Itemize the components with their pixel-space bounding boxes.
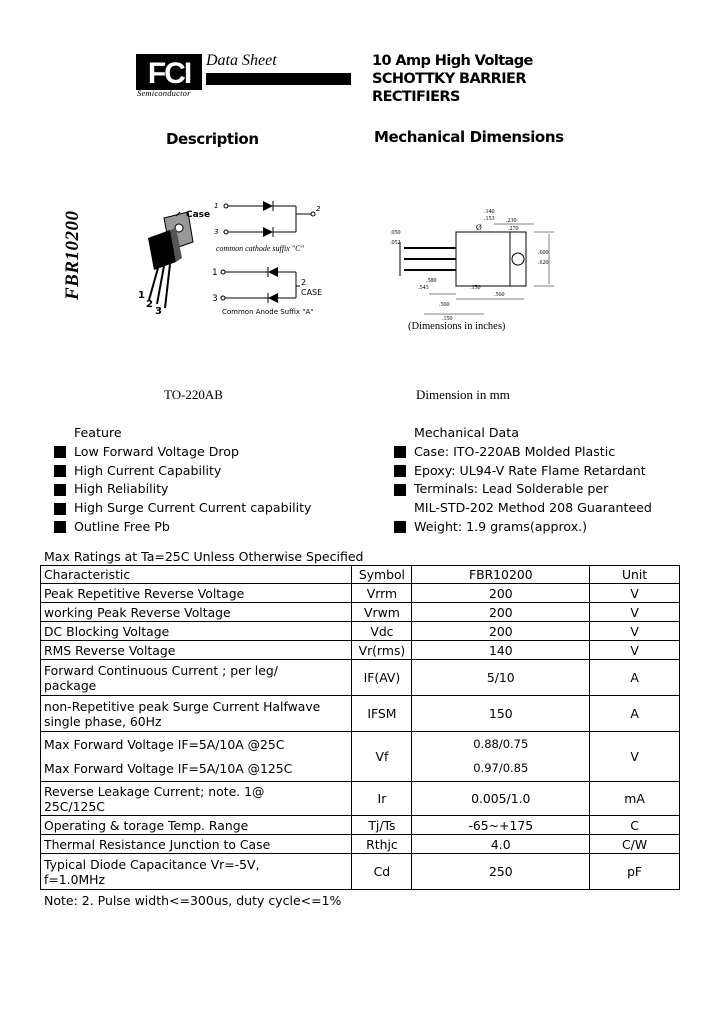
table-header-row xyxy=(41,566,680,584)
cell-sym: IFSM xyxy=(352,696,412,732)
table-row xyxy=(41,622,680,641)
cell-char-line: Forward Continuous Current ; per leg/ xyxy=(44,662,278,678)
cell-char xyxy=(41,854,352,890)
cell-val: 5/10 xyxy=(412,660,590,696)
cell-val: 150 xyxy=(412,696,590,732)
cell-char: RMS Reverse Voltage xyxy=(41,641,352,660)
cell-val: 250 xyxy=(412,854,590,890)
mechanical-continuation: MIL-STD-202 Method 208 Guaranteed xyxy=(414,500,652,516)
logo-subtext: Semiconductor xyxy=(137,88,191,98)
pin-label-1: 1 xyxy=(138,290,145,301)
table-row xyxy=(41,854,680,890)
ca-pin-2: 2 xyxy=(301,278,307,287)
table-row xyxy=(41,584,680,603)
cell-sym: Vr(rms) xyxy=(352,641,412,660)
title-line-1: 10 Amp High Voltage xyxy=(372,53,533,69)
cell-unit: V xyxy=(590,603,680,622)
cell-sym: Vdc xyxy=(352,622,412,641)
cell-char xyxy=(41,732,352,782)
package-illustration xyxy=(136,204,211,317)
pin-label-2: 2 xyxy=(146,299,153,310)
cell-val: 4.0 xyxy=(412,835,590,854)
cell-unit: pF xyxy=(590,854,680,890)
cell-char-line: Max Forward Voltage IF=5A/10A @25C xyxy=(44,737,285,752)
fci-logo xyxy=(136,54,202,90)
cell-unit: C xyxy=(590,816,680,835)
dim-1: .140 xyxy=(484,209,495,215)
feature-item xyxy=(54,480,311,499)
title-line-3: RECTIFIERS xyxy=(372,89,460,105)
cell-val: -65~+175 xyxy=(412,816,590,835)
bullet-icon xyxy=(54,446,66,458)
dim-7: .600 xyxy=(538,250,549,256)
cell-char-line: Max Forward Voltage IF=5A/10A @125C xyxy=(44,761,293,776)
cell-unit: V xyxy=(590,584,680,603)
feature-item xyxy=(54,462,311,481)
mechanical-data-list xyxy=(394,424,652,537)
cell-char xyxy=(41,660,352,696)
mechanical-text: Epoxy: UL94-V Rate Flame Retardant xyxy=(414,462,646,478)
cell-val: 140 xyxy=(412,641,590,660)
mechanical-item xyxy=(394,480,652,499)
case-label: Case xyxy=(186,210,211,220)
dim-10: .543 xyxy=(418,285,429,291)
bullet-icon xyxy=(394,521,406,533)
cell-unit: mA xyxy=(590,782,680,816)
cell-val-line: 0.97/0.85 xyxy=(473,761,529,775)
table-row xyxy=(41,816,680,835)
table-row xyxy=(41,660,680,696)
cell-sym: Ir xyxy=(352,782,412,816)
dim-2: .153 xyxy=(484,216,495,222)
mechanical-item xyxy=(394,443,652,462)
feature-item xyxy=(54,443,311,462)
part-number-vertical: FBR10200 xyxy=(62,210,83,300)
feature-text: High Surge Current Current capability xyxy=(74,500,312,516)
cell-char-line: 25C/125C xyxy=(44,798,105,814)
page-title xyxy=(372,52,533,106)
cell-val: 0.005/1.0 xyxy=(412,782,590,816)
feature-text: High Reliability xyxy=(74,481,169,497)
cell-char-line: non-Repetitive peak Surge Current Halfwave xyxy=(44,698,321,714)
bullet-icon xyxy=(54,503,66,515)
dim-dia: Ø xyxy=(476,223,482,232)
table-row xyxy=(41,641,680,660)
bullet-icon xyxy=(394,446,406,458)
cell-sym: Tj/Ts xyxy=(352,816,412,835)
dim-4: .270 xyxy=(508,226,519,232)
cell-char-line: package xyxy=(44,677,97,693)
cell-char-line: single phase, 60Hz xyxy=(44,713,162,729)
header-characteristic: Characteristic xyxy=(41,566,352,584)
cell-unit: C/W xyxy=(590,835,680,854)
cell-unit: V xyxy=(590,641,680,660)
cell-sym: Vrwm xyxy=(352,603,412,622)
cell-sym: Cd xyxy=(352,854,412,890)
cc-pin-2: 2 xyxy=(316,205,321,213)
ca-pin-3: 3 xyxy=(212,294,218,304)
pin-label-3: 3 xyxy=(155,306,162,317)
mechanical-text: Weight: 1.9 grams(approx.) xyxy=(414,518,588,534)
footnote: Note: 2. Pulse width<=300us, duty cycle<=1% xyxy=(44,893,342,908)
bullet-icon xyxy=(54,521,66,533)
feature-item xyxy=(54,518,311,537)
dim-14: .150 xyxy=(442,316,453,322)
mechanical-heading: Mechanical Dimensions xyxy=(374,128,564,146)
bullet-icon xyxy=(394,484,406,496)
ca-case: CASE xyxy=(301,288,323,297)
ratings-title: Max Ratings at Ta=25C Unless Otherwise Specified xyxy=(44,549,364,564)
header-bar xyxy=(206,73,351,85)
dim-13: .560 xyxy=(439,302,450,308)
cc-pin-3: 3 xyxy=(214,228,219,236)
cell-char: Peak Repetitive Reverse Voltage xyxy=(41,584,352,603)
table-row xyxy=(41,835,680,854)
cell-unit: V xyxy=(590,732,680,782)
dim-3: .230 xyxy=(506,218,517,224)
diode-schematic xyxy=(208,196,358,318)
feature-item xyxy=(54,499,311,518)
description-heading: Description xyxy=(166,130,259,148)
feature-title: Feature xyxy=(74,425,122,440)
cell-val: 200 xyxy=(412,603,590,622)
bullet-icon xyxy=(54,484,66,496)
feature-text: High Current Capability xyxy=(74,462,222,478)
cell-unit: V xyxy=(590,622,680,641)
feature-list xyxy=(54,424,311,537)
dimension-caption: (Dimensions in inches) xyxy=(408,321,506,332)
cell-char: DC Blocking Voltage xyxy=(41,622,352,641)
mechanical-text: Terminals: Lead Solderable per xyxy=(414,481,609,497)
package-caption: TO-220AB xyxy=(164,387,223,402)
feature-text: Low Forward Voltage Drop xyxy=(74,443,239,459)
dim-12: .560 xyxy=(494,292,505,298)
logo-letters: FCI xyxy=(147,57,191,90)
header-symbol: Symbol xyxy=(352,566,412,584)
ratings-table xyxy=(40,565,680,890)
dim-6: .052 xyxy=(390,240,401,246)
cell-char-line: f=1.0MHz xyxy=(44,871,105,887)
cell-char-line: Typical Diode Capacitance Vr=-5V, xyxy=(44,856,260,872)
dim-5: .050 xyxy=(390,230,401,236)
table-row xyxy=(41,696,680,732)
table-row xyxy=(41,782,680,816)
cell-sym: IF(AV) xyxy=(352,660,412,696)
cell-unit: A xyxy=(590,660,680,696)
table-row xyxy=(41,603,680,622)
cell-char xyxy=(41,696,352,732)
unit-caption: Dimension in mm xyxy=(416,387,510,402)
mechanical-item xyxy=(394,518,652,537)
cell-char xyxy=(41,782,352,816)
cathode-caption: common cathode suffix "C" xyxy=(216,244,304,253)
doc-type: Data Sheet xyxy=(206,52,277,69)
cell-char: Thermal Resistance Junction to Case xyxy=(41,835,352,854)
ca-pin-1: 1 xyxy=(212,268,218,278)
cell-char: working Peak Reverse Voltage xyxy=(41,603,352,622)
cell-val xyxy=(412,732,590,782)
dimension-drawing xyxy=(384,204,564,334)
cell-val-line: 0.88/0.75 xyxy=(473,737,529,751)
mechanical-data-title: Mechanical Data xyxy=(414,425,519,440)
cell-unit: A xyxy=(590,696,680,732)
mechanical-item xyxy=(394,462,652,481)
dim-11: .150 xyxy=(470,285,481,291)
bullet-icon xyxy=(54,465,66,477)
cell-val: 200 xyxy=(412,584,590,603)
anode-caption: Common Anode Suffix "A" xyxy=(222,308,314,316)
bullet-icon xyxy=(394,465,406,477)
header-part: FBR10200 xyxy=(412,566,590,584)
cell-char: Operating & torage Temp. Range xyxy=(41,816,352,835)
feature-text: Outline Free Pb xyxy=(74,518,170,534)
cell-sym: Vrrm xyxy=(352,584,412,603)
cell-val: 200 xyxy=(412,622,590,641)
dim-8: .620 xyxy=(538,260,549,266)
header-unit: Unit xyxy=(590,566,680,584)
dim-9: .580 xyxy=(426,278,437,284)
table-row xyxy=(41,732,680,782)
mechanical-text: Case: ITO-220AB Molded Plastic xyxy=(414,443,616,459)
cell-char-line: Reverse Leakage Current; note. 1@ xyxy=(44,783,265,799)
cc-pin-1: 1 xyxy=(214,202,219,210)
cell-sym: Vf xyxy=(352,732,412,782)
title-line-2: SCHOTTKY BARRIER xyxy=(372,71,526,87)
cell-sym: Rthjc xyxy=(352,835,412,854)
